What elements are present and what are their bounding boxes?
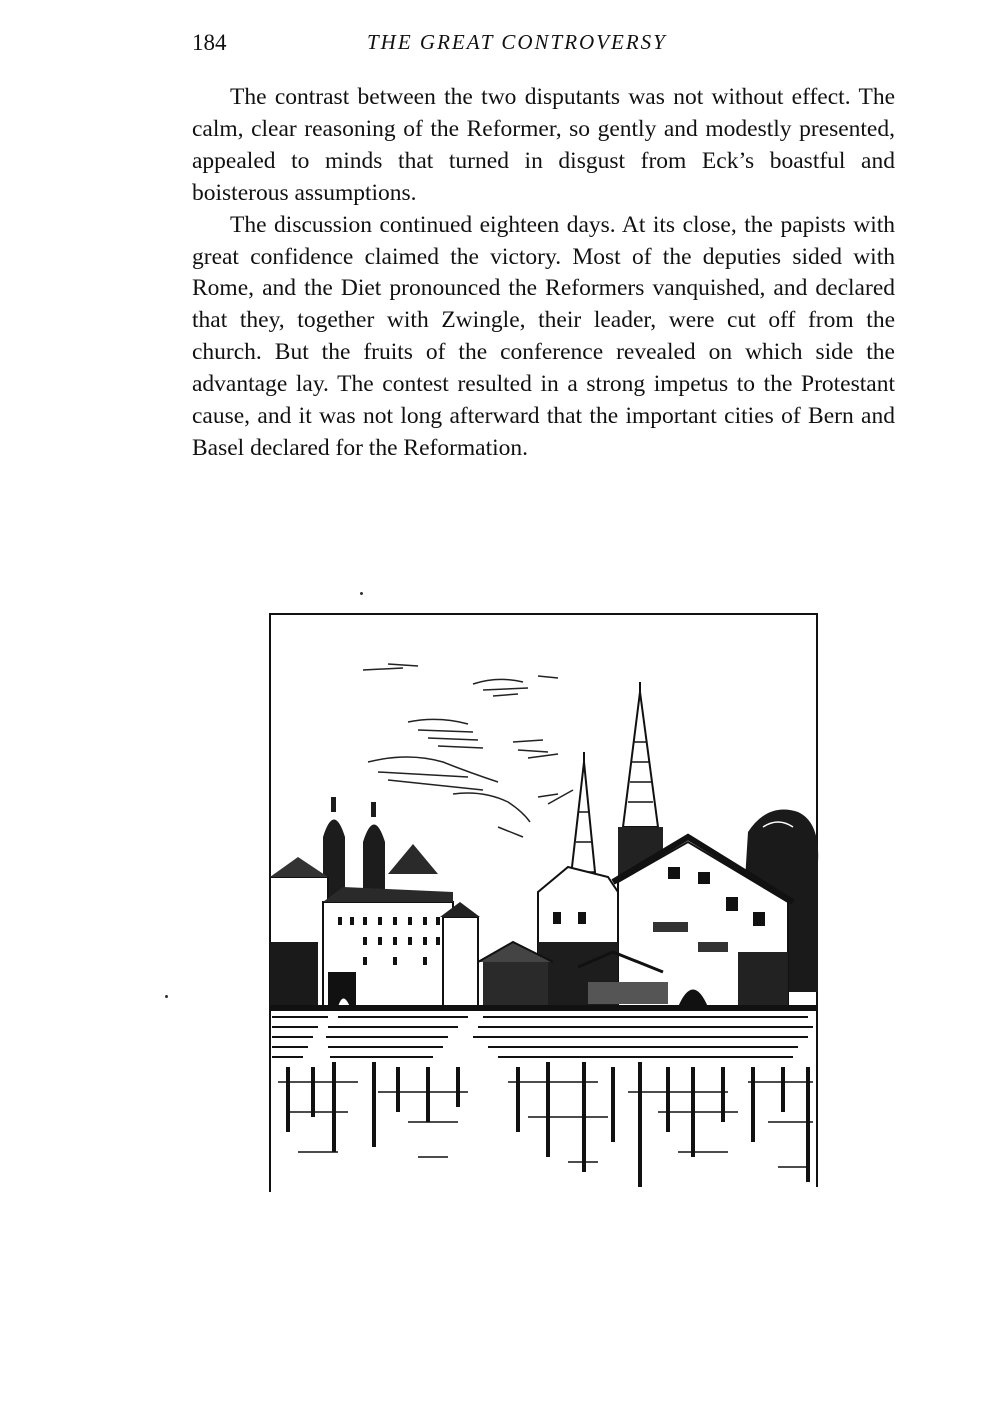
running-title: THE GREAT CONTROVERSY xyxy=(367,30,667,54)
body-text xyxy=(192,82,895,465)
sky-clouds xyxy=(363,664,573,837)
stray-mark xyxy=(165,995,168,998)
page-header xyxy=(192,30,897,60)
stray-mark xyxy=(360,592,363,595)
town-illustration xyxy=(268,612,820,1192)
page-number: 184 xyxy=(192,30,227,55)
paragraph-1: The contrast between the two disputants was not without effect. The calm, clear reasoning of the Reformer, so gently and modestly presented, appealed to minds that turned in disgust from Eck’s boastful and boisterous assumptions. xyxy=(192,84,895,206)
water-reflections xyxy=(272,1017,813,1187)
paragraph-2: The discussion continued eighteen days. At its close, the papists with great confidence claimed the victory. Most of the deputies sided with Rome, and the Diet pronounced the Reformers vanquished, and declared that they, together with Zwingle, their leader, were cut off from the church. But the fruits of the conference revealed on which side the advantage lay. The contest resulted in a strong impetus to the Protestant cause, and it was not long afterward that the important cities of Bern and Basel declared for the Reformation. xyxy=(192,211,895,461)
